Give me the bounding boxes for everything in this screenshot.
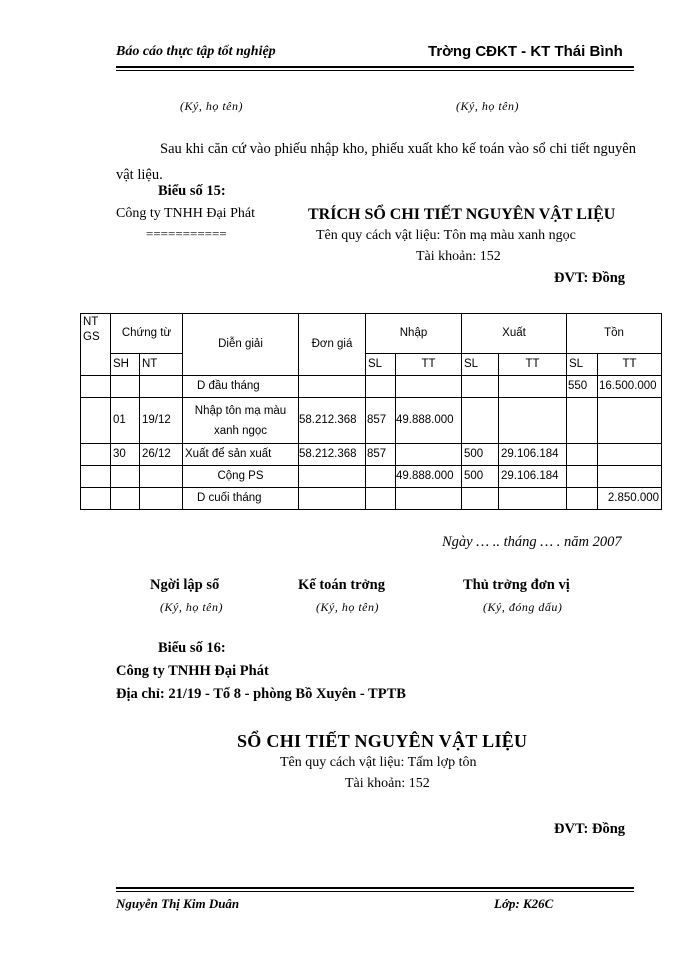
cell-don-gia bbox=[299, 376, 366, 398]
cell-nt bbox=[140, 488, 183, 510]
cell-dien-giai: D đầu tháng bbox=[183, 376, 299, 398]
cell-xuat-sl: 500 bbox=[462, 444, 499, 466]
cell-ton-tt bbox=[598, 398, 662, 444]
cell-xuat-tt: 29.106.184 bbox=[499, 444, 567, 466]
header-school-name: Trờng CĐKT - KT Thái Bình bbox=[428, 43, 623, 60]
header-xuat-sl: SL bbox=[462, 354, 499, 376]
cell-nt: 19/12 bbox=[140, 398, 183, 444]
cell-nhap-tt bbox=[396, 376, 462, 398]
cell-nhap-sl bbox=[366, 376, 396, 398]
cell-ton-sl bbox=[567, 444, 598, 466]
cell-nt bbox=[140, 466, 183, 488]
cell-dien-giai: Nhập tôn mạ màu xanh ngọc bbox=[183, 398, 299, 444]
signer-preparer-note: (Ký, họ tên) bbox=[160, 600, 223, 614]
cell-ton-tt bbox=[598, 466, 662, 488]
cell-nhap-sl: 857 bbox=[366, 398, 396, 444]
signer-director: Thủ trởng đơn vị bbox=[463, 577, 570, 593]
cell-ton-tt: 2.850.000 bbox=[598, 488, 662, 510]
header-xuat-tt: TT bbox=[499, 354, 567, 376]
cell-ntgs bbox=[81, 376, 111, 398]
cell-ton-tt bbox=[598, 444, 662, 466]
signer-preparer: Ngời lập sổ bbox=[150, 577, 220, 593]
cell-sh bbox=[111, 376, 140, 398]
cell-xuat-tt: 29.106.184 bbox=[499, 466, 567, 488]
table-row bbox=[81, 398, 662, 444]
table-row bbox=[81, 488, 662, 510]
form16-title: SỔ CHI TIẾT NGUYÊN VẬT LIỆU bbox=[237, 731, 528, 751]
table-row bbox=[81, 376, 662, 398]
header-divider bbox=[116, 66, 634, 68]
footer-class: Lớp: K26C bbox=[494, 896, 554, 911]
signer-chief-accountant: Kế toán trởng bbox=[298, 577, 385, 593]
signer-chief-accountant-note: (Ký, họ tên) bbox=[316, 600, 379, 614]
cell-don-gia bbox=[299, 488, 366, 510]
cell-sh bbox=[111, 488, 140, 510]
date-line: Ngày … .. tháng … . năm 2007 bbox=[442, 534, 622, 550]
header-ntgs: NT GS bbox=[81, 314, 111, 376]
cell-don-gia: 58.212.368 bbox=[299, 398, 366, 444]
header-chung-tu: Chứng từ bbox=[111, 314, 183, 354]
table-row bbox=[81, 444, 662, 466]
form16-company: Công ty TNHH Đại Phát bbox=[116, 663, 269, 679]
cell-xuat-tt bbox=[499, 398, 567, 444]
cell-don-gia bbox=[299, 466, 366, 488]
cell-ton-sl bbox=[567, 488, 598, 510]
header-nhap-sl: SL bbox=[366, 354, 396, 376]
cell-dien-giai: Cộng PS bbox=[183, 466, 299, 488]
cell-xuat-sl bbox=[462, 398, 499, 444]
header-ton-tt: TT bbox=[598, 354, 662, 376]
cell-don-gia: 58.212.368 bbox=[299, 444, 366, 466]
signature-note-right: (Ký, họ tên) bbox=[456, 99, 519, 113]
table-row bbox=[81, 466, 662, 488]
form15-company: Công ty TNHH Đại Phát bbox=[116, 206, 255, 221]
form16-unit: ĐVT: Đồng bbox=[554, 821, 626, 837]
header-report-title: Báo cáo thực tập tốt nghiệp bbox=[116, 44, 276, 59]
table-header-row bbox=[81, 314, 662, 354]
cell-dien-giai: Xuất để sản xuất bbox=[183, 444, 299, 466]
cell-ntgs bbox=[81, 444, 111, 466]
table-subheader-row bbox=[81, 354, 662, 376]
header-nhap: Nhập bbox=[366, 314, 462, 354]
cell-ton-sl: 550 bbox=[567, 376, 598, 398]
header-nt: NT bbox=[140, 354, 183, 376]
form15-label: Biểu số 15: bbox=[158, 183, 226, 199]
cell-nhap-sl bbox=[366, 488, 396, 510]
form16-label: Biểu số 16: bbox=[158, 640, 226, 656]
cell-nhap-sl: 857 bbox=[366, 444, 396, 466]
cell-xuat-sl bbox=[462, 488, 499, 510]
header-ton: Tồn bbox=[567, 314, 662, 354]
form15-material-spec: Tên quy cách vật liệu: Tôn mạ màu xanh ngọc bbox=[316, 228, 576, 243]
footer-divider-thin bbox=[116, 891, 634, 892]
form15-unit: ĐVT: Đồng bbox=[554, 270, 626, 286]
header-dien-giai: Diễn giải bbox=[183, 314, 299, 376]
signer-director-note: (Ký, đóng dấu) bbox=[483, 600, 563, 614]
form16-address: Địa chỉ: 21/19 - Tổ 8 - phòng Bồ Xuyên - TPTB bbox=[116, 686, 406, 702]
form15-title: TRÍCH SỔ CHI TIẾT NGUYÊN VẬT LIỆU bbox=[308, 206, 616, 223]
form16-material-spec: Tên quy cách vật liệu: Tấm lợp tôn bbox=[280, 755, 477, 770]
cell-sh: 01 bbox=[111, 398, 140, 444]
cell-xuat-tt bbox=[499, 376, 567, 398]
cell-xuat-sl bbox=[462, 376, 499, 398]
cell-ntgs bbox=[81, 398, 111, 444]
cell-xuat-sl: 500 bbox=[462, 466, 499, 488]
header-don-gia: Đơn giá bbox=[299, 314, 366, 376]
cell-ton-tt: 16.500.000 bbox=[598, 376, 662, 398]
cell-xuat-tt bbox=[499, 488, 567, 510]
cell-ntgs bbox=[81, 466, 111, 488]
intro-paragraph: Sau khi căn cứ vào phiếu nhập kho, phiếu xuất kho kế toán vào sổ chi tiết nguyên vật liệu. bbox=[116, 141, 636, 183]
footer-student-name: Nguyễn Thị Kim Duân bbox=[116, 896, 240, 911]
header-divider-thin bbox=[116, 70, 634, 71]
cell-ntgs bbox=[81, 488, 111, 510]
cell-sh: 30 bbox=[111, 444, 140, 466]
ledger-table bbox=[80, 313, 662, 510]
cell-dien-giai: D cuối tháng bbox=[183, 488, 299, 510]
form15-dashes: =========== bbox=[146, 226, 227, 241]
signature-note-left: (Ký, họ tên) bbox=[180, 99, 243, 113]
cell-nhap-sl bbox=[366, 466, 396, 488]
cell-nhap-tt bbox=[396, 488, 462, 510]
footer-divider bbox=[116, 887, 634, 889]
header-nhap-tt: TT bbox=[396, 354, 462, 376]
header-xuat: Xuất bbox=[462, 314, 567, 354]
cell-ton-sl bbox=[567, 466, 598, 488]
cell-nhap-tt bbox=[396, 444, 462, 466]
cell-ton-sl bbox=[567, 398, 598, 444]
header-sh: SH bbox=[111, 354, 140, 376]
header-ton-sl: SL bbox=[567, 354, 598, 376]
cell-sh bbox=[111, 466, 140, 488]
cell-nhap-tt: 49.888.000 bbox=[396, 398, 462, 444]
form16-account: Tài khoản: 152 bbox=[345, 776, 430, 791]
cell-nt bbox=[140, 376, 183, 398]
cell-nhap-tt: 49.888.000 bbox=[396, 466, 462, 488]
cell-nt: 26/12 bbox=[140, 444, 183, 466]
form15-account: Tài khoản: 152 bbox=[416, 249, 501, 264]
